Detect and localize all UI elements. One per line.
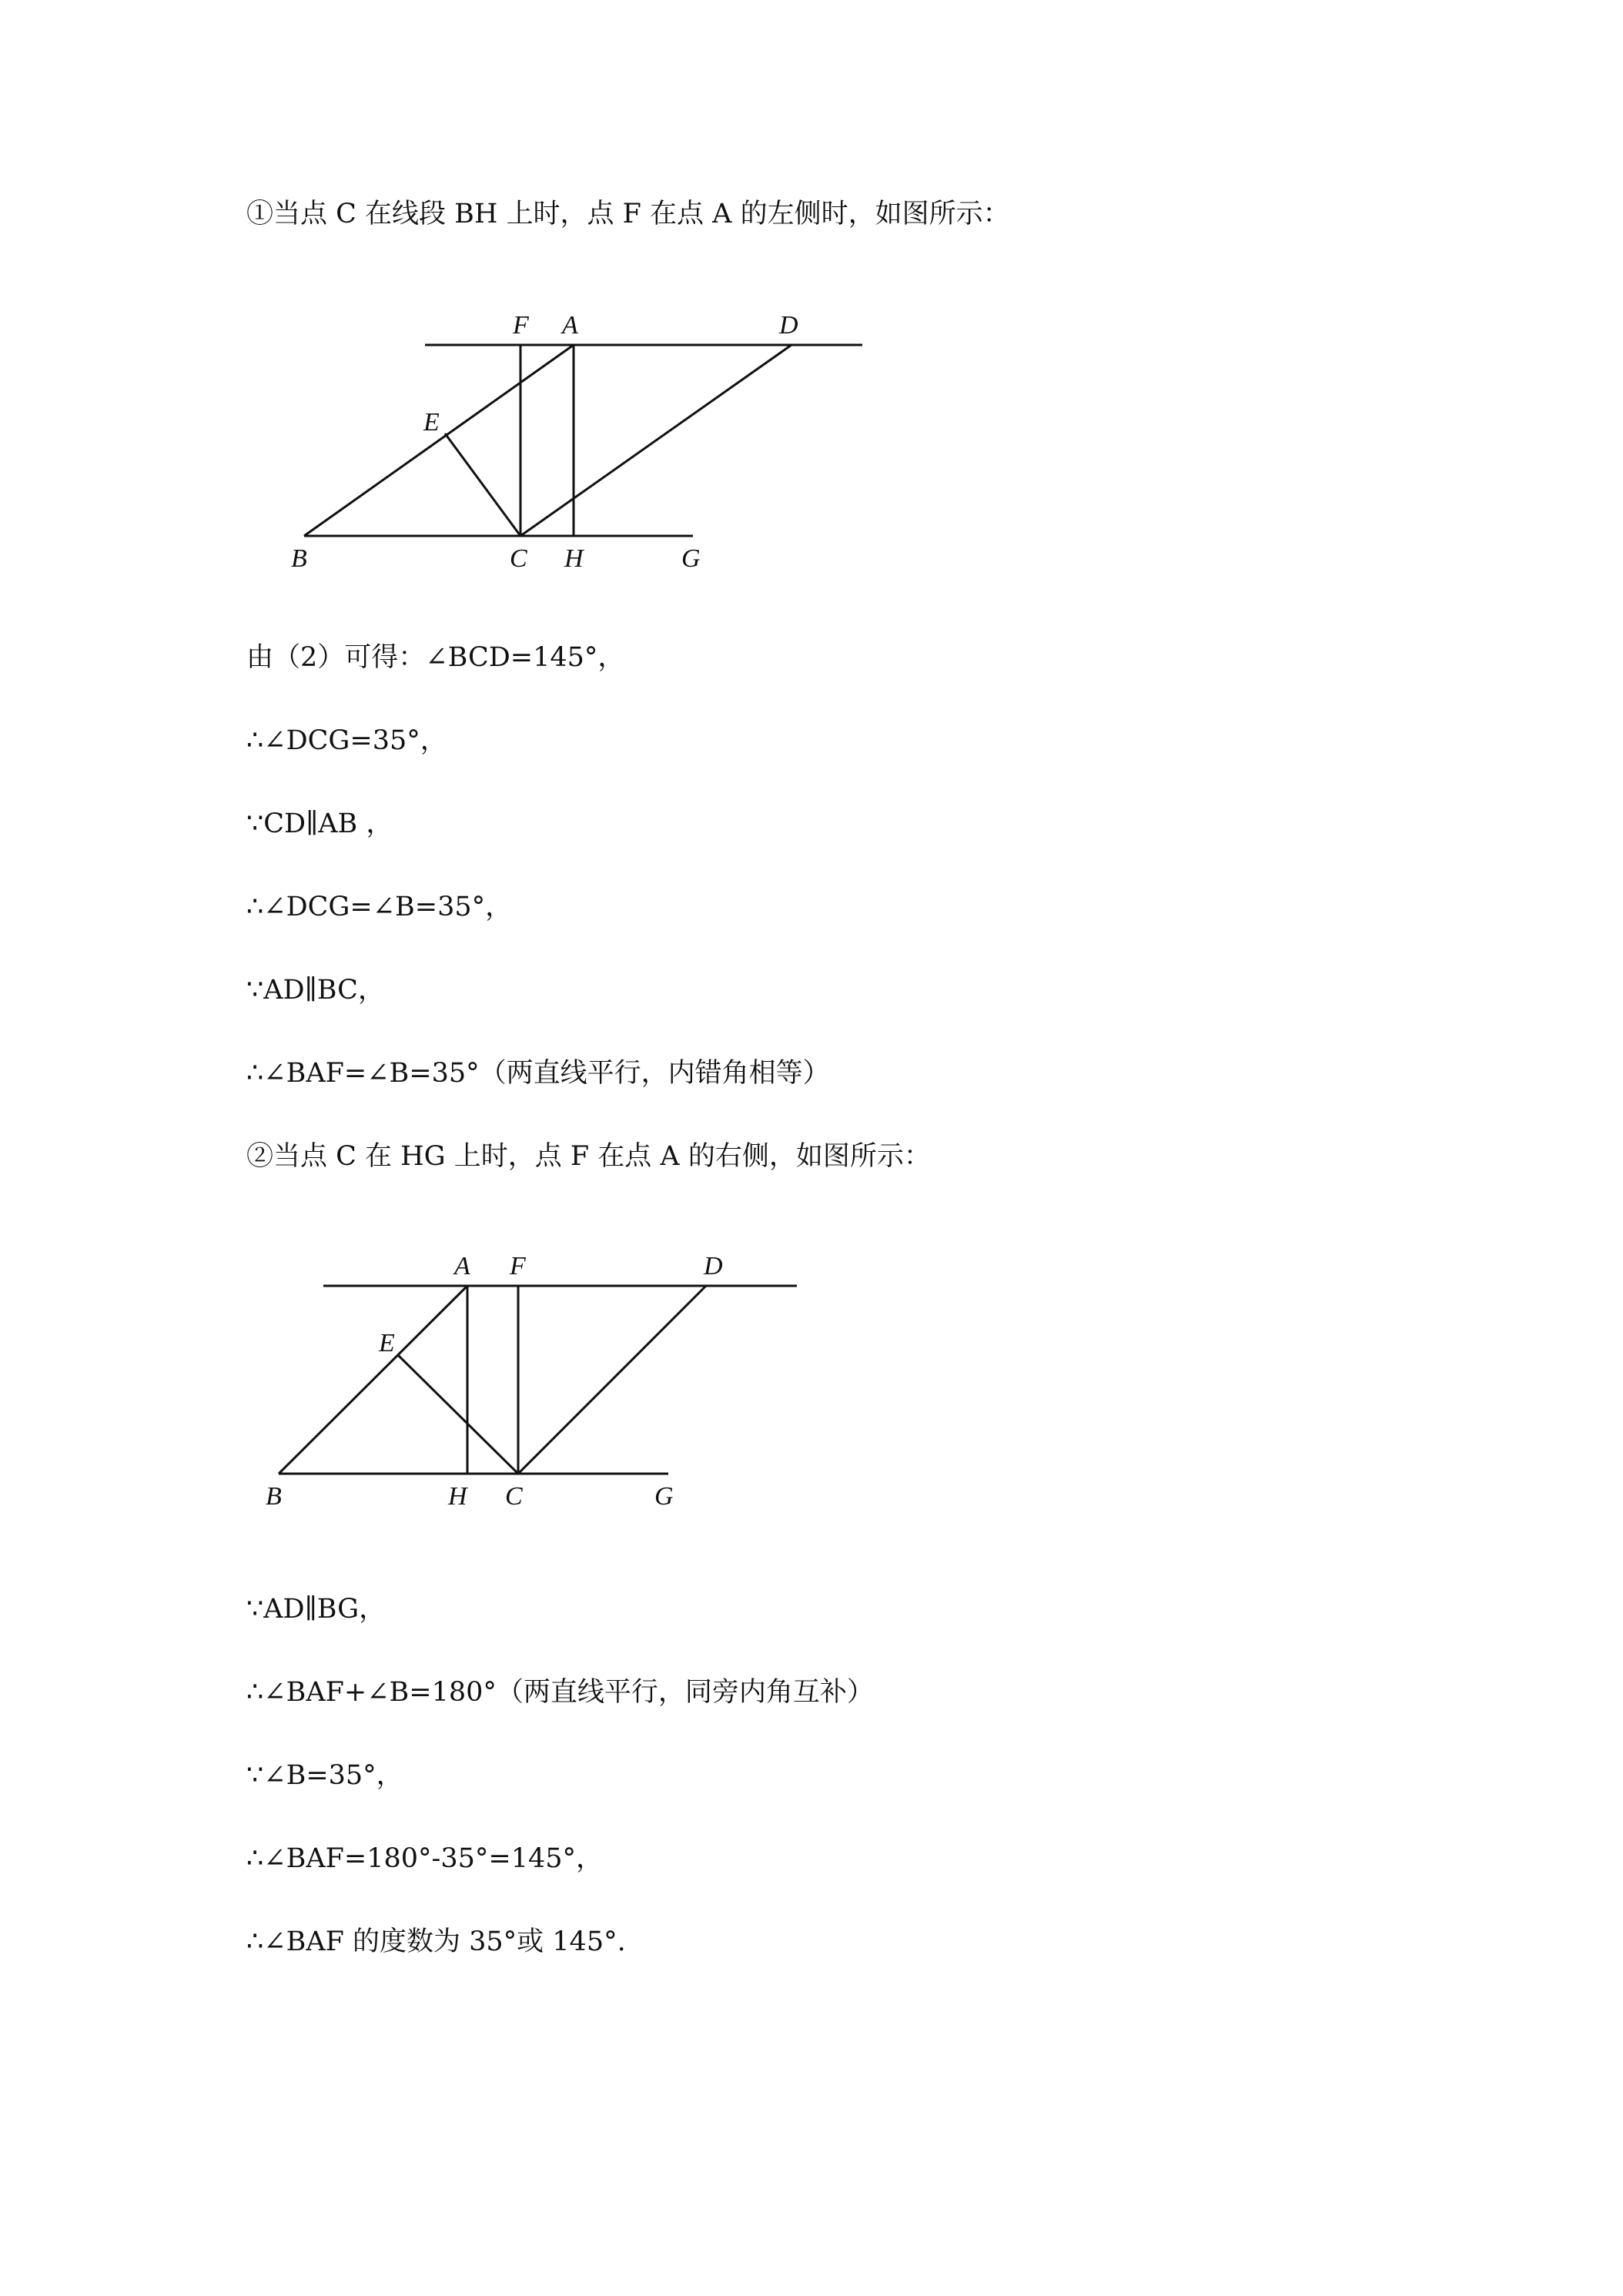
step-8: ∴∠BAF+∠B=180°（两直线平行，同旁内角互补） — [246, 1677, 874, 1708]
label-C: C — [505, 1482, 523, 1511]
label-F: F — [513, 311, 529, 340]
label-D: D — [779, 311, 798, 340]
label-H: H — [448, 1482, 467, 1511]
segment-BA — [279, 1286, 467, 1474]
label-H: H — [564, 544, 584, 573]
label-G: G — [681, 544, 701, 573]
step-7: ∵AD∥BG， — [246, 1594, 387, 1625]
label-D: D — [704, 1252, 723, 1280]
step-3: ∵CD∥AB ， — [246, 808, 393, 839]
label-B: B — [291, 544, 307, 573]
step-1: 由（2）可得：∠BCD=145°， — [246, 642, 625, 673]
label-E: E — [379, 1329, 395, 1357]
label-F: F — [510, 1252, 526, 1280]
segment-CD — [518, 1286, 706, 1474]
step-6: ∴∠BAF=∠B=35°（两直线平行，内错角相等） — [246, 1058, 830, 1089]
case-one-heading: ①当点 C 在线段 BH 上时，点 F 在点 A 的左侧时，如图所示： — [246, 199, 1010, 229]
figure-case-one — [0, 293, 924, 585]
segment-CD — [520, 345, 791, 536]
label-A: A — [562, 311, 578, 340]
figure-case-two — [0, 1232, 924, 1525]
label-E: E — [423, 408, 440, 437]
step-10: ∴∠BAF=180°-35°=145°， — [246, 1843, 603, 1874]
step-9: ∵∠B=35°， — [246, 1760, 403, 1791]
conclusion: ∴∠BAF 的度数为 35°或 145°. — [246, 1926, 626, 1957]
step-4: ∴∠DCG=∠B=35°， — [246, 892, 513, 922]
label-G: G — [654, 1482, 674, 1511]
case-two-heading: ②当点 C 在 HG 上时，点 F 在点 A 的右侧，如图所示： — [246, 1141, 931, 1172]
label-B: B — [266, 1482, 282, 1511]
label-C: C — [510, 544, 527, 573]
segment-EC — [398, 1355, 518, 1474]
segment-EC — [445, 433, 520, 536]
label-A: A — [454, 1252, 470, 1280]
step-2: ∴∠DCG=35°， — [246, 725, 447, 756]
step-5: ∵AD∥BC， — [246, 975, 385, 1006]
segment-BA — [304, 345, 574, 536]
